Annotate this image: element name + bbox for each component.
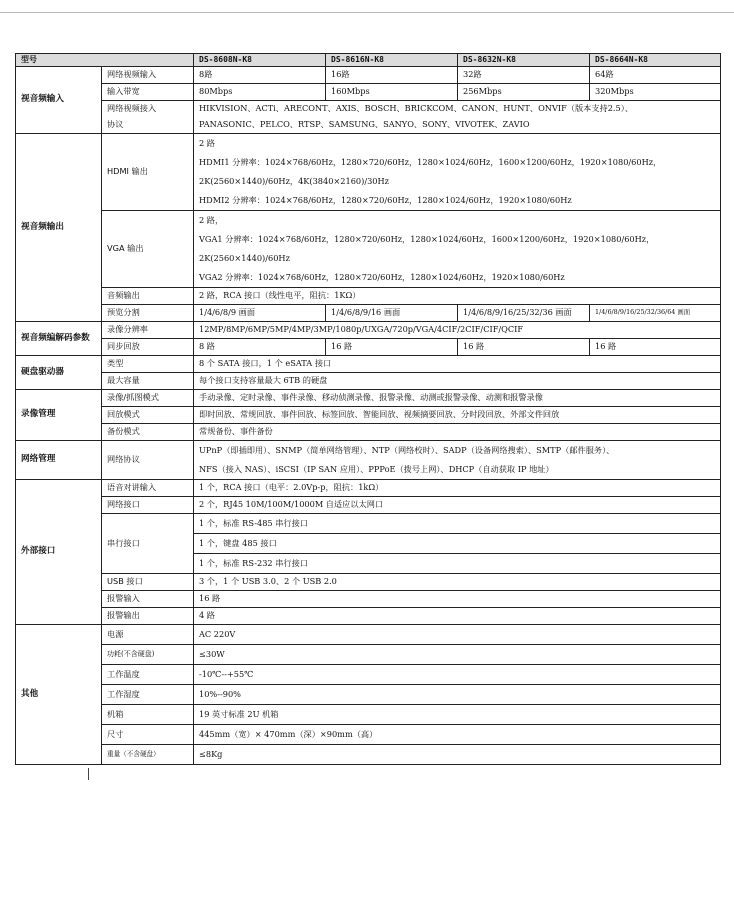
- cell-line: UPnP（即插即用）、SNMP（简单网络管理）、NTP（网络校时）、SADP（设备网络搜索）、SMTP（邮件服务）、: [199, 445, 615, 455]
- cell-line: VGA1 分辨率：1024×768/60Hz，1280×720/60Hz，1280×1024/60Hz，1600×1200/60Hz，1920×1080/60Hz，: [199, 234, 655, 244]
- table-row: [16, 665, 721, 685]
- row-label: USB 接口: [102, 574, 194, 591]
- cell: 160Mbps: [326, 84, 458, 101]
- cell-line: VGA2 分辨率：1024×768/60Hz，1280×720/60Hz，1280×1024/60Hz，1920×1080/60Hz: [199, 272, 565, 282]
- row-label: 网络视频输入: [102, 67, 194, 84]
- cell: 80Mbps: [194, 84, 326, 101]
- cell: 2 个，RJ45 10M/100M/1000M 自适应以太网口: [194, 497, 721, 514]
- row-label: 网络协议: [102, 441, 194, 480]
- cell: 1/4/6/8/9/16 画面: [326, 305, 458, 322]
- row-label: 协议: [102, 117, 194, 134]
- row-label: 类型: [102, 356, 194, 373]
- cell: 2 路，RCA 接口（线性电平，阻抗：1KΩ）: [194, 288, 721, 305]
- group-av-output: 视音频输出: [16, 134, 102, 322]
- table-row: [16, 574, 721, 591]
- group-codec: 视音频编解码参数: [16, 322, 102, 356]
- model-2: DS-8616N-K8: [326, 54, 458, 67]
- row-label: 录像分辨率: [102, 322, 194, 339]
- table-row: [16, 514, 721, 534]
- cell-line: 2 路，: [199, 215, 224, 225]
- cell-line: NFS（接入 NAS）、iSCSI（IP SAN 应用）、PPPoE（拨号上网）、DHCP（自动获取 IP 地址）: [199, 464, 554, 474]
- cell: 10%--90%: [194, 685, 721, 705]
- row-label: 网络接口: [102, 497, 194, 514]
- cell: 8 路: [194, 339, 326, 356]
- cell: 1 个，键盘 485 接口: [194, 534, 721, 554]
- row-label: 音频输出: [102, 288, 194, 305]
- cell: 19 英寸标准 2U 机箱: [194, 705, 721, 725]
- cell: -10℃--+55℃: [194, 665, 721, 685]
- cell-line: HDMI1 分辨率：1024×768/60Hz，1280×720/60Hz，1280×1024/60Hz，1600×1200/60Hz，1920×1080/60Hz，: [199, 157, 662, 167]
- cell: 1/4/6/8/9/16/25/32/36 画面: [458, 305, 590, 322]
- table-row: [16, 373, 721, 390]
- cell: 1 个，RCA 接口（电平：2.0Vp-p，阻抗：1kΩ）: [194, 480, 721, 497]
- network-cell: [194, 441, 721, 480]
- row-label: 机箱: [102, 705, 194, 725]
- cell: 16 路: [326, 339, 458, 356]
- group-av-input: 视音频输入: [16, 67, 102, 134]
- model-1: DS-8608N-K8: [194, 54, 326, 67]
- cell: 4 路: [194, 608, 721, 625]
- cell: 每个接口支持容量最大 6TB 的硬盘: [194, 373, 721, 390]
- table-row: [16, 745, 721, 765]
- row-label: 备份模式: [102, 424, 194, 441]
- table-row: [16, 339, 721, 356]
- row-label: 串行接口: [102, 514, 194, 574]
- cell: 即时回放、常规回放、事件回放、标签回放、智能回放、视频摘要回放、分时段回放、外部文件回放: [194, 407, 721, 424]
- group-ports: 外部接口: [16, 480, 102, 625]
- cell: 16 路: [194, 591, 721, 608]
- cell: 1 个，标准 RS-485 串行接口: [194, 514, 721, 534]
- table-row: [16, 134, 721, 211]
- row-label: VGA 输出: [102, 211, 194, 288]
- cell: 16 路: [458, 339, 590, 356]
- cell: ≤30W: [194, 645, 721, 665]
- vga-cell: [194, 211, 721, 288]
- model-label: 型号: [16, 54, 194, 67]
- table-row: [16, 625, 721, 645]
- table-row: [16, 725, 721, 745]
- cell: PANASONIC、PELCO、RTSP、SAMSUNG、SANYO、SONY、VIVOTEK、ZAVIO: [194, 117, 721, 134]
- row-label: 录像/抓图模式: [102, 390, 194, 407]
- table-row: [16, 101, 721, 118]
- group-network: 网络管理: [16, 441, 102, 480]
- group-record: 录像管理: [16, 390, 102, 441]
- table-row: [16, 322, 721, 339]
- cell-line: HDMI2 分辨率：1024×768/60Hz，1280×720/60Hz，1280×1024/60Hz，1920×1080/60Hz: [199, 195, 572, 205]
- table-row: [16, 390, 721, 407]
- table-row: [16, 591, 721, 608]
- row-label: 最大容量: [102, 373, 194, 390]
- model-4: DS-8664N-K8: [590, 54, 721, 67]
- cell: 8 个 SATA 接口，1 个 eSATA 接口: [194, 356, 721, 373]
- cell: 64路: [590, 67, 721, 84]
- table-row: [16, 407, 721, 424]
- cell: ≤8Kg: [194, 745, 721, 765]
- table-row: [16, 705, 721, 725]
- table-row: [16, 117, 721, 134]
- row-label: 网络视频接入: [102, 101, 194, 118]
- cell: 320Mbps: [590, 84, 721, 101]
- row-label: 尺寸: [102, 725, 194, 745]
- table-row: [16, 84, 721, 101]
- cell: 8路: [194, 67, 326, 84]
- table-row: [16, 288, 721, 305]
- row-label: 功耗(不含硬盘): [102, 645, 194, 665]
- model-3: DS-8632N-K8: [458, 54, 590, 67]
- top-rule: [0, 12, 734, 13]
- hdmi-cell: [194, 134, 721, 211]
- cell-line: 2K(2560×1440)/60Hz，4K(3840×2160)/30Hz: [199, 176, 389, 186]
- row-label: 同步回放: [102, 339, 194, 356]
- row-label: 报警输入: [102, 591, 194, 608]
- cell: 3 个，1 个 USB 3.0、2 个 USB 2.0: [194, 574, 721, 591]
- cell: 1 个，标准 RS-232 串行接口: [194, 554, 721, 574]
- cell: 256Mbps: [458, 84, 590, 101]
- table-row: [16, 356, 721, 373]
- margin-mark: [88, 768, 89, 780]
- cell: 12MP/8MP/6MP/5MP/4MP/3MP/1080p/UXGA/720p/VGA/4CIF/2CIF/CIF/QCIF: [194, 322, 721, 339]
- cell: 16路: [326, 67, 458, 84]
- table-row: [16, 67, 721, 84]
- row-label: 预览分割: [102, 305, 194, 322]
- table-row: [16, 645, 721, 665]
- table-row: [16, 305, 721, 322]
- group-other: 其他: [16, 625, 102, 765]
- table-row: [16, 480, 721, 497]
- row-label: 报警输出: [102, 608, 194, 625]
- cell-line: 2 路: [199, 138, 215, 148]
- row-label: 工作湿度: [102, 685, 194, 705]
- table-row: [16, 685, 721, 705]
- cell: 16 路: [590, 339, 721, 356]
- cell: 445mm（宽）× 470mm（深）×90mm（高）: [194, 725, 721, 745]
- group-disk: 硬盘驱动器: [16, 356, 102, 390]
- cell: 常规备份、事件备份: [194, 424, 721, 441]
- cell: 手动录像、定时录像、事件录像、移动侦测录像、报警录像、动测或报警录像、动测和报警录像: [194, 390, 721, 407]
- cell: 32路: [458, 67, 590, 84]
- table-row: [16, 608, 721, 625]
- row-label: 工作温度: [102, 665, 194, 685]
- cell: 1/4/6/8/9 画面: [194, 305, 326, 322]
- row-label: 输入带宽: [102, 84, 194, 101]
- cell-line: 2K(2560×1440)/60Hz: [199, 253, 290, 263]
- row-label: 电源: [102, 625, 194, 645]
- table-row: [16, 497, 721, 514]
- cell: AC 220V: [194, 625, 721, 645]
- table-row: [16, 441, 721, 480]
- header-row: [16, 54, 721, 67]
- cell: 1/4/6/8/9/16/25/32/36/64 画面: [590, 305, 721, 322]
- row-label: 重量（不含硬盘）: [102, 745, 194, 765]
- table-row: [16, 424, 721, 441]
- cell: HIKVISION、ACTi、ARECONT、AXIS、BOSCH、BRICKCOM、CANON、HUNT、ONVIF（版本支持2.5）、: [194, 101, 721, 118]
- spec-table: [15, 53, 721, 765]
- row-label: HDMI 输出: [102, 134, 194, 211]
- table-row: [16, 211, 721, 288]
- row-label: 回放模式: [102, 407, 194, 424]
- row-label: 语音对讲输入: [102, 480, 194, 497]
